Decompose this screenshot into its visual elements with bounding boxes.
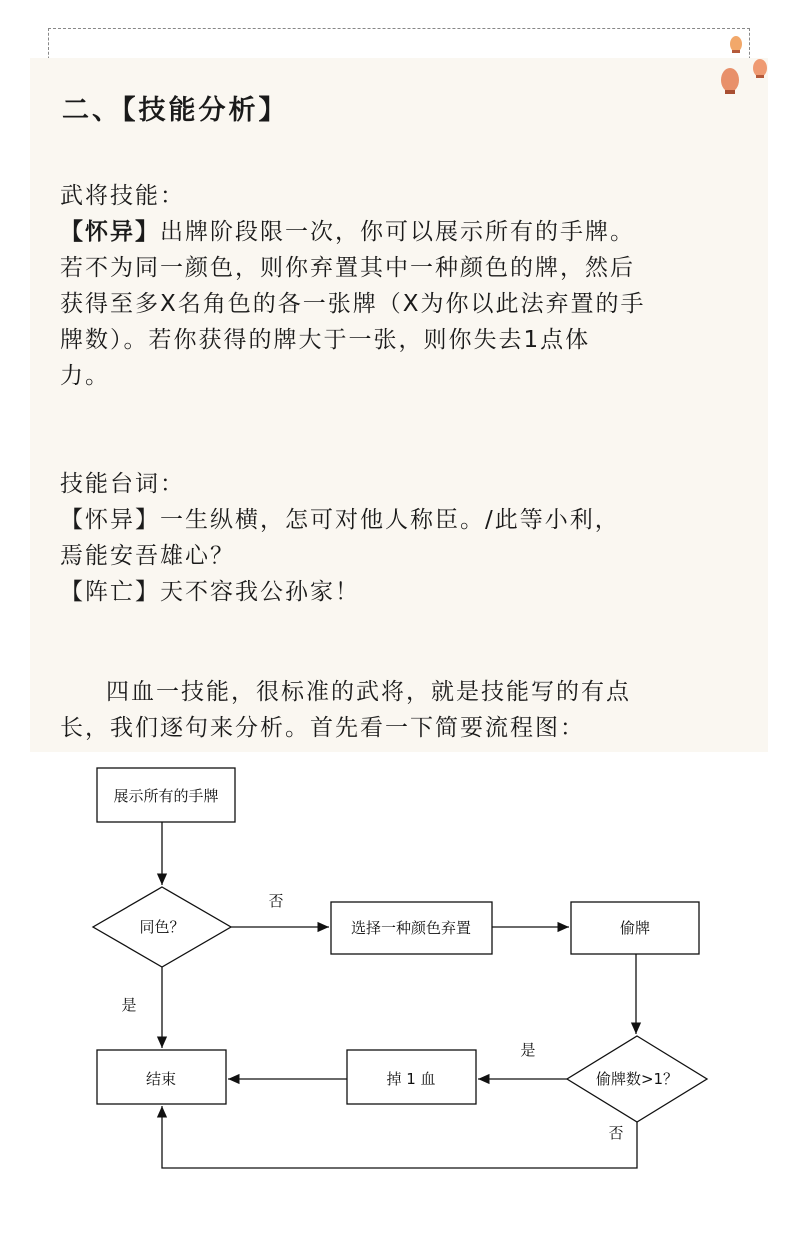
- lantern-icon: [712, 32, 772, 102]
- edge-count-to-end: [162, 1106, 637, 1168]
- skill-quote-line: 【怀异】一生纵横，怎可对他人称臣。/此等小利，: [60, 507, 620, 533]
- flowchart: [0, 752, 800, 1238]
- content-card: [30, 58, 768, 752]
- section-title: 二、【技能分析】: [62, 95, 289, 126]
- skill-description-line: 【怀异】出牌阶段限一次，你可以展示所有的手牌。: [60, 219, 635, 245]
- skill-description-line: 获得至多X名角色的各一张牌（X为你以此法弃置的手: [60, 291, 646, 317]
- skill-description-line: 力。: [60, 363, 110, 389]
- node-lose-hp-label: 掉 1 血: [386, 1070, 436, 1088]
- death-quote: 【阵亡】天不容我公孙家！: [60, 579, 360, 605]
- skill-quote-line: 焉能安吾雄心？: [60, 543, 235, 569]
- node-steal-label: 偷牌: [619, 919, 651, 937]
- node-discard-color-label: 选择一种颜色弃置: [350, 919, 472, 937]
- edge-label-no: 否: [608, 1124, 624, 1142]
- node-same-color-label: 同色？: [139, 918, 185, 936]
- skill-description-line: 牌数）。若你获得的牌大于一张，则你失去1点体: [60, 327, 591, 353]
- node-show-hand-label: 展示所有的手牌: [113, 787, 219, 805]
- skill-description-line: 若不为同一颜色，则你弃置其中一种颜色的牌，然后: [60, 255, 635, 281]
- skill-name: 【怀异】: [60, 219, 160, 245]
- analysis-section: [60, 674, 750, 746]
- quotes-heading: 技能台词：: [60, 471, 185, 497]
- analysis-line: 长，我们逐句来分析。首先看一下简要流程图：: [60, 715, 585, 741]
- node-count-check-label: 偷牌数>1？: [595, 1070, 679, 1088]
- edge-label-yes: 是: [520, 1041, 536, 1059]
- skill-heading: 武将技能：: [60, 183, 185, 209]
- node-end-label: 结束: [145, 1070, 177, 1088]
- analysis-line: 四血一技能，很标准的武将，就是技能写的有点: [106, 679, 631, 705]
- edge-label-no: 否: [268, 892, 284, 910]
- edge-label-yes: 是: [121, 996, 137, 1014]
- skill-section: [60, 178, 750, 394]
- quotes-section: [60, 466, 750, 610]
